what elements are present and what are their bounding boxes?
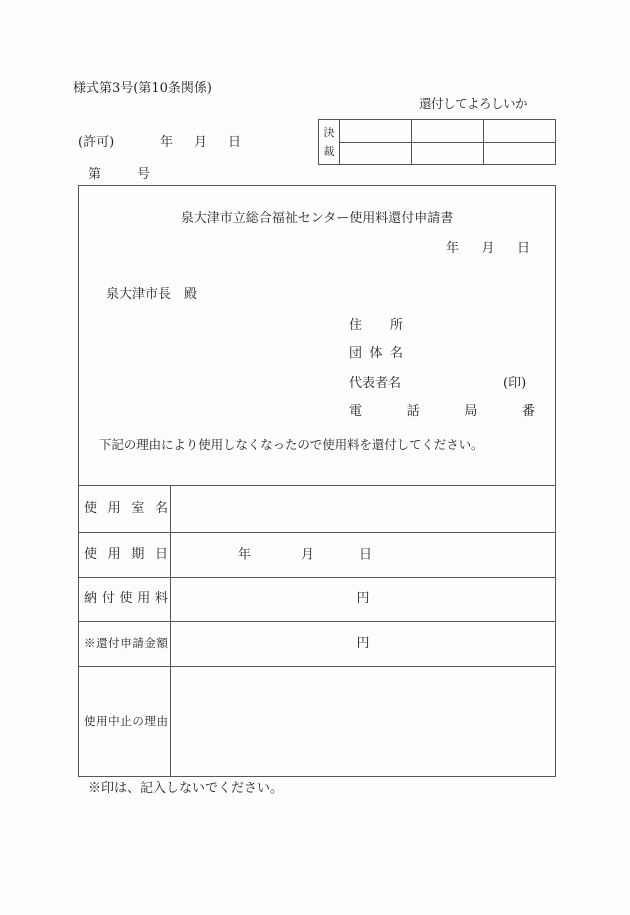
fee-table	[79, 485, 555, 776]
telephone-field-label: 電話局番	[349, 404, 535, 419]
row-label-cell	[79, 667, 171, 776]
address-field-label: 住所	[349, 318, 403, 333]
row-label-cell	[79, 622, 171, 666]
representative-field-label: 代表者名	[349, 376, 402, 391]
form-number-label: 様式第3号(第10条関係)	[73, 81, 212, 96]
table-row-cancel-reason	[79, 666, 555, 776]
date-year-label: 年	[446, 241, 460, 256]
use-date-value-cell	[171, 533, 555, 577]
approval-cell	[484, 143, 555, 165]
use-date-day-label: 日	[359, 547, 373, 563]
room-name-value-cell	[171, 486, 555, 532]
yen-unit-label: 円	[356, 591, 370, 607]
row-label-cell	[79, 486, 171, 532]
table-row-use-date	[79, 532, 555, 577]
application-date-line	[446, 242, 530, 257]
paid-fee-value-cell	[171, 578, 555, 621]
cancel-reason-label: 使用中止の理由	[84, 713, 168, 728]
use-date-year-label: 年	[238, 547, 252, 563]
refund-amount-label: ※還付申請金額	[84, 636, 168, 651]
date-month-label: 月	[481, 241, 495, 256]
doc-number-prefix: 第	[88, 167, 102, 182]
permit-ymd	[160, 136, 241, 151]
permit-day-label: 日	[227, 135, 241, 150]
paid-fee-label: 納付使用料	[84, 591, 168, 607]
approval-title-char: 裁	[323, 144, 335, 158]
approval-cell	[340, 143, 411, 165]
use-date-month-label: 月	[301, 547, 315, 563]
approval-cell	[412, 120, 483, 142]
seal-placeholder-label: (印)	[503, 376, 527, 391]
approval-title-char: 決	[323, 126, 335, 140]
row-label-cell	[79, 578, 171, 621]
approval-stamp-box	[318, 119, 556, 165]
permit-date-line	[78, 136, 248, 151]
permit-month-label: 月	[193, 135, 207, 150]
approval-grid	[340, 120, 555, 164]
permit-year-label: 年	[160, 135, 174, 150]
permit-label: (許可)	[78, 135, 115, 150]
organization-field-label: 団体名	[349, 346, 403, 361]
refund-confirm-label: 還付してよろしいか	[419, 96, 528, 111]
approval-title	[319, 120, 340, 164]
use-date-label: 使用期日	[84, 546, 168, 562]
table-row-room-name	[79, 486, 555, 532]
addressee-label: 泉大津市長 殿	[106, 287, 198, 302]
application-sentence: 下記の理由により使用しなくなったので使用料を還付してください。	[99, 437, 484, 452]
yen-unit-label: 円	[356, 635, 370, 651]
table-row-paid-fee	[79, 577, 555, 621]
application-title: 泉大津市立総合福祉センター使用料還付申請書	[180, 211, 454, 226]
doc-number-line	[88, 168, 150, 183]
application-box	[78, 185, 556, 777]
approval-cell	[484, 120, 555, 142]
date-day-label: 日	[516, 241, 530, 256]
refund-amount-value-cell	[171, 622, 555, 666]
footnote-label: ※印は、記入しないでください。	[88, 781, 284, 796]
row-label-cell	[79, 533, 171, 577]
approval-cell	[340, 120, 411, 142]
table-row-refund-amount	[79, 621, 555, 666]
cancel-reason-value-cell	[171, 667, 555, 776]
doc-number-suffix: 号	[136, 167, 150, 182]
room-name-label: 使用室名	[84, 500, 168, 516]
approval-cell	[412, 143, 483, 165]
